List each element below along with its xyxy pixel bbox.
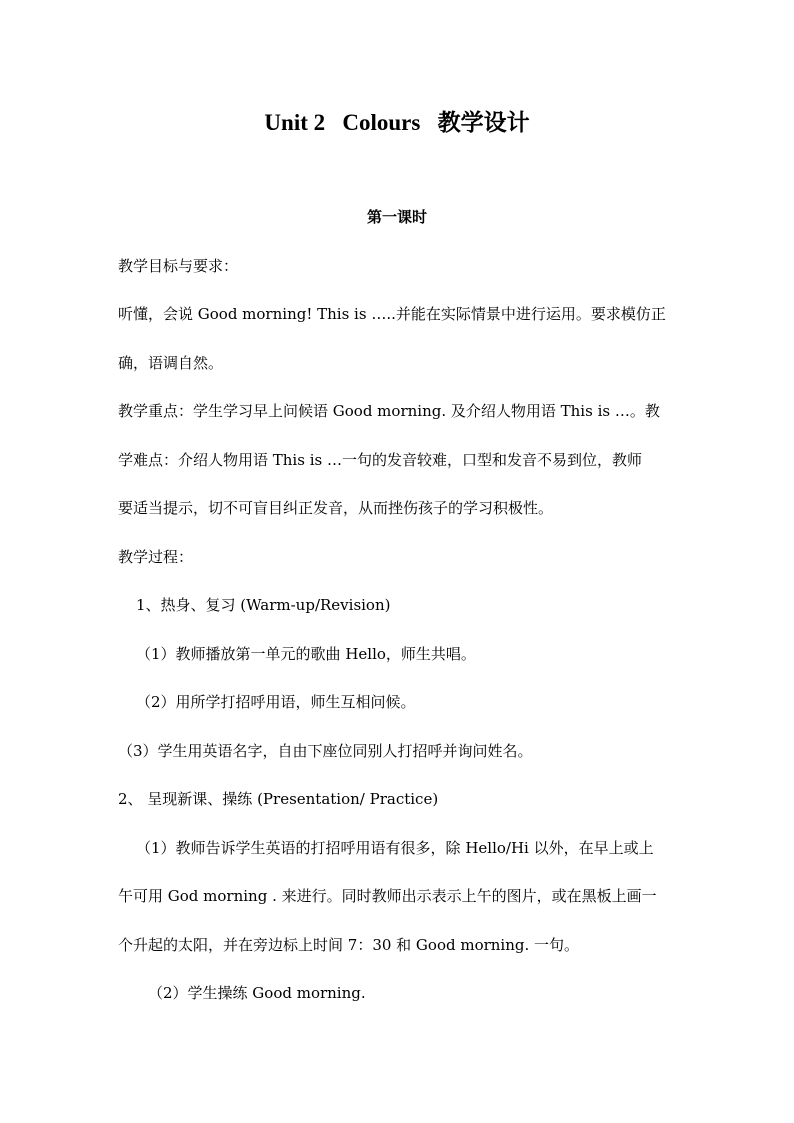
step-2-item-1-line-2: 午可用 God morning . 来进行。同时教师出示表示上午的图片，或在黑板上画一	[118, 887, 657, 905]
step-2-item-2: （2）学生操练 Good morning.	[148, 984, 366, 1002]
objectives-line-2: 确，语调自然。	[118, 354, 224, 372]
step-2-item-1-line-1: （1）教师告诉学生英语的打招呼用语有很多，除 Hello/Hi 以外，在早上或上	[136, 839, 654, 857]
keypoints-line-2: 学难点：介绍人物用语 This is …一句的发音较难，口型和发音不易到位，教师	[118, 451, 642, 469]
step-1-item-2: （2）用所学打招呼用语，师生互相问候。	[136, 693, 416, 711]
step-2-item-1-line-3: 个升起的太阳，并在旁边标上时间 7：30 和 Good morning. 一句。	[118, 936, 580, 954]
step-1-item-1: （1）教师播放第一单元的歌曲 Hello，师生共唱。	[136, 645, 476, 663]
step-1-item-3: （3）学生用英语名字，自由下座位同别人打招呼并询问姓名。	[118, 742, 533, 760]
step-2-heading: 2、 呈现新课、操练 (Presentation/ Practice)	[118, 790, 439, 808]
keypoints-line-3: 要适当提示，切不可盲目纠正发音，从而挫伤孩子的学习积极性。	[118, 499, 554, 517]
process-heading: 教学过程：	[118, 548, 194, 566]
objectives-line-1: 听懂，会说 Good morning! This is …..并能在实际情景中进行运用。要求模仿正	[118, 305, 666, 323]
lesson-heading: 第一课时	[366, 208, 427, 226]
keypoints-line-1: 教学重点：学生学习早上问候语 Good morning. 及介绍人物用语 This is …。教	[118, 402, 660, 420]
objectives-heading: 教学目标与要求：	[118, 257, 239, 275]
document-title: Unit 2 Colours 教学设计	[264, 110, 530, 135]
step-1-heading: 1、热身、复习 (Warm-up/Revision)	[136, 596, 391, 614]
